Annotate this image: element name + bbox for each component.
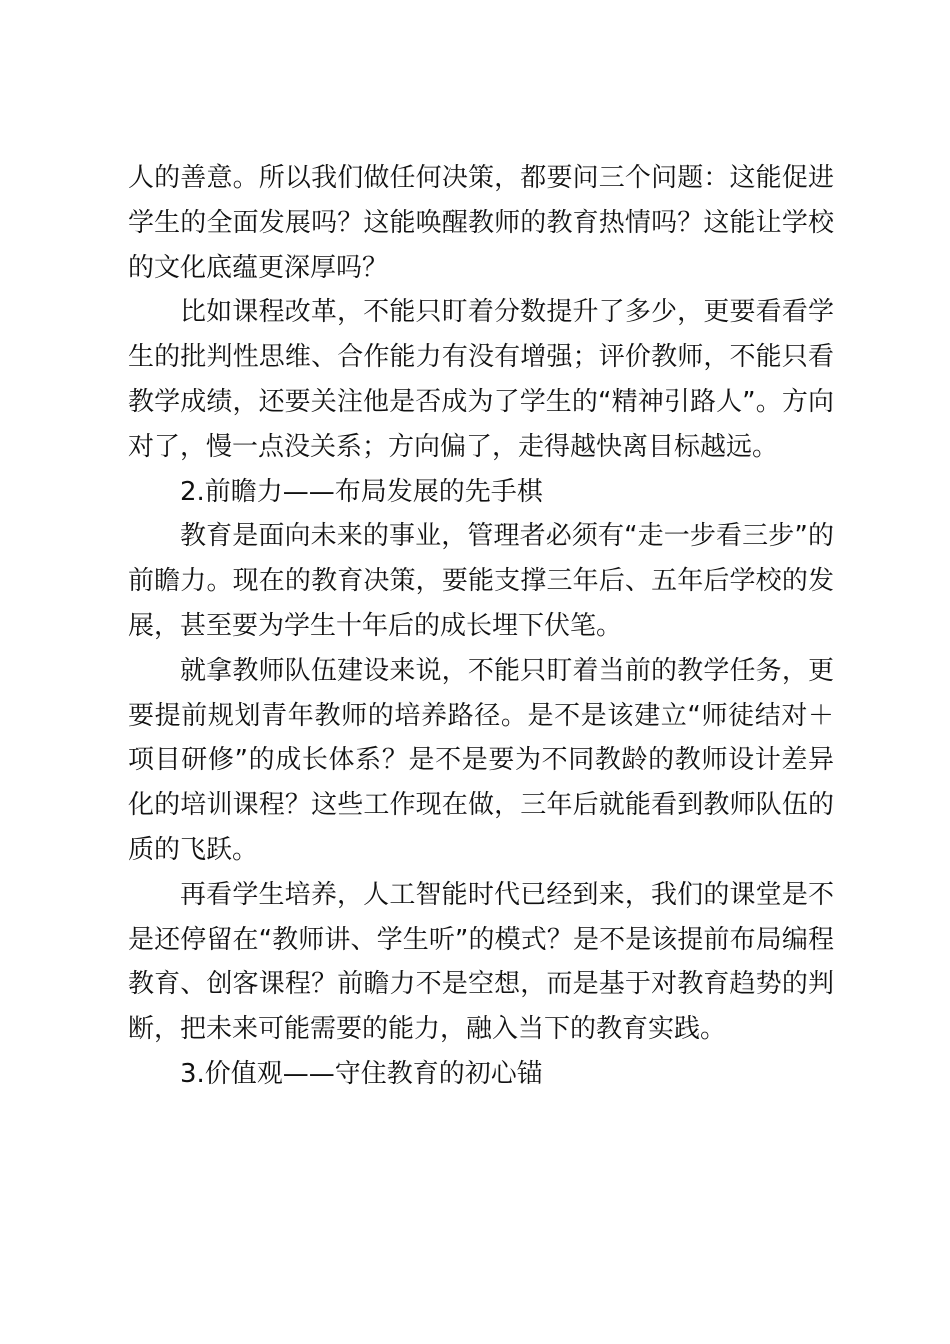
paragraph-decision-questions: 人的善意。所以我们做任何决策，都要问三个问题：这能促进学生的全面发展吗？这能唤醒教师的教育热情吗？这能让学校的文化底蕴更深厚吗？ <box>128 163 834 283</box>
section-heading-foresight: 2.前瞻力——布局发展的先手棋 <box>180 476 543 507</box>
paragraph-student-cultivation: 再看学生培养，人工智能时代已经到来，我们的课堂是不是还停留在“教师讲、学生听”的模式？是不是该提前布局编程教育、创客课程？前瞻力不是空想，而是基于对教育趋势的判断，把未来可能需要的能力，融入当下的教育实践。 <box>128 879 834 1045</box>
paragraph-future-oriented: 教育是面向未来的事业，管理者必须有“走一步看三步”的前瞻力。现在的教育决策，要能支撑三年后、五年后学校的发展，甚至要为学生十年后的成长埋下伏笔。 <box>128 521 834 641</box>
section-heading-values: 3.价值观——守住教育的初心锚 <box>180 1058 543 1089</box>
document-body <box>128 156 834 1097</box>
paragraph-teacher-development: 就拿教师队伍建设来说，不能只盯着当前的教学任务，更要提前规划青年教师的培养路径。是不是该建立“师徒结对＋项目研修”的成长体系？是不是要为不同教龄的教师设计差异化的培训课程？这些工作现在做，三年后就能看到教师队伍的质的飞跃。 <box>128 655 834 865</box>
paragraph-curriculum-reform: 比如课程改革，不能只盯着分数提升了多少，更要看看学生的批判性思维、合作能力有没有增强；评价教师，不能只看教学成绩，还要关注他是否成为了学生的“精神引路人”。方向对了，慢一点没关系；方向偏了，走得越快离目标越远。 <box>128 297 834 462</box>
